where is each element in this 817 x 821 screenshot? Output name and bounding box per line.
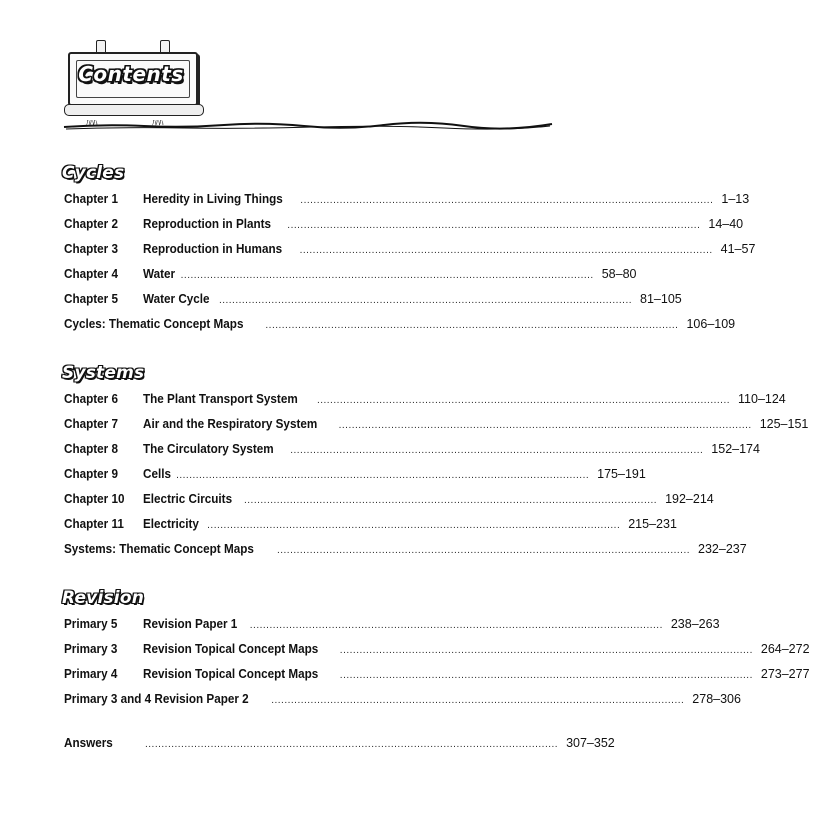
toc-answers-row[interactable] <box>64 735 615 755</box>
toc-row[interactable] <box>64 291 682 311</box>
toc-row-pages: 125–151 <box>759 417 809 431</box>
toc-row-pages: 152–174 <box>711 442 760 456</box>
toc-row-label: Chapter 8 <box>64 441 118 456</box>
toc-row-label: Chapter 5 <box>64 291 118 306</box>
toc-row-title: Water <box>143 266 176 281</box>
toc-row[interactable] <box>64 466 646 486</box>
leader-dots: .............................................................................................................................. <box>244 495 658 506</box>
leader-dots: .............................................................................................................................. <box>276 545 691 556</box>
toc-row[interactable] <box>64 216 744 236</box>
toc-row-pages: 192–214 <box>665 492 714 506</box>
toc-row-pages: 110–124 <box>738 392 786 406</box>
leader-dots: .............................................................................................................................. <box>300 195 714 206</box>
toc-row-pages: 1–13 <box>721 192 750 206</box>
toc-row-label: Chapter 10 <box>64 491 125 506</box>
section-title-revision: Revision <box>62 588 145 608</box>
toc-row-pages: 41–57 <box>720 242 756 256</box>
toc-row-pages: 278–306 <box>692 692 741 706</box>
toc-answers-title: Answers <box>64 735 113 750</box>
leader-dots: .............................................................................................................................. <box>218 295 633 306</box>
toc-row-label: Chapter 7 <box>64 416 118 431</box>
toc-row-title: Electricity <box>143 516 199 531</box>
toc-row[interactable] <box>64 666 810 686</box>
toc-row-label: Chapter 1 <box>64 191 118 206</box>
leader-dots: .............................................................................................................................. <box>207 520 621 531</box>
leader-dots: .............................................................................................................................. <box>339 645 753 656</box>
toc-row[interactable] <box>64 391 786 411</box>
leader-dots: .............................................................................................................................. <box>180 270 594 281</box>
section-title-cycles: Cycles <box>62 163 125 183</box>
toc-row-title: Heredity in Living Things <box>143 191 283 206</box>
toc-row[interactable] <box>64 616 720 636</box>
leader-dots: .............................................................................................................................. <box>265 320 679 331</box>
leader-dots: .............................................................................................................................. <box>287 220 701 231</box>
toc-row[interactable] <box>64 516 677 536</box>
leader-dots: .............................................................................................................................. <box>299 245 713 256</box>
toc-row[interactable] <box>64 266 637 286</box>
section-title-systems: Systems <box>62 363 145 383</box>
toc-row-label: Primary 4 <box>64 666 118 681</box>
toc-summary-row[interactable] <box>64 316 736 336</box>
toc-row-title: The Circulatory System <box>143 441 274 456</box>
leader-dots: .............................................................................................................................. <box>145 739 559 750</box>
leader-dots: .............................................................................................................................. <box>176 470 590 481</box>
toc-row-label: Chapter 3 <box>64 241 118 256</box>
toc-row-title: Water Cycle <box>143 291 210 306</box>
toc-row-pages: 81–105 <box>640 292 682 306</box>
toc-row[interactable] <box>64 641 810 661</box>
toc-summary-row[interactable] <box>64 691 741 711</box>
toc-row-title: Reproduction in Humans <box>143 241 283 256</box>
leader-dots: .............................................................................................................................. <box>271 695 685 706</box>
grass-icon: ﾊﾊﾊ <box>152 119 163 129</box>
toc-row-title: The Plant Transport System <box>143 391 298 406</box>
toc-row-title: Reproduction in Plants <box>143 216 272 231</box>
toc-row-pages: 106–109 <box>686 317 736 331</box>
toc-row-pages: 273–277 <box>760 667 810 681</box>
toc-row-pages: 175–191 <box>597 467 646 481</box>
toc-summary-row[interactable] <box>64 541 747 561</box>
leader-dots: .............................................................................................................................. <box>316 395 731 406</box>
toc-row-title: Revision Topical Concept Maps <box>143 666 319 681</box>
toc-row-label: Primary 3 <box>64 641 118 656</box>
toc-row-pages: 215–231 <box>628 517 677 531</box>
toc-summary-title: Systems: Thematic Concept Maps <box>64 541 254 556</box>
leader-dots: .............................................................................................................................. <box>338 420 752 431</box>
toc-row-title: Revision Topical Concept Maps <box>143 641 319 656</box>
toc-summary-title: Cycles: Thematic Concept Maps <box>64 316 244 331</box>
contents-signboard <box>60 38 210 129</box>
toc-row-pages: 307–352 <box>566 736 615 750</box>
leader-dots: .............................................................................................................................. <box>249 620 663 631</box>
toc-row-pages: 238–263 <box>670 617 720 631</box>
toc-row-label: Primary 5 <box>64 616 118 631</box>
toc-row[interactable] <box>64 441 760 461</box>
toc-row-pages: 232–237 <box>698 542 747 556</box>
toc-row-title: Air and the Respiratory System <box>143 416 318 431</box>
toc-row[interactable] <box>64 416 809 436</box>
toc-row-label: Chapter 6 <box>64 391 118 406</box>
toc-row-label: Chapter 9 <box>64 466 118 481</box>
leader-dots: .............................................................................................................................. <box>339 670 753 681</box>
grass-icon: ﾊﾊﾊ <box>86 119 97 129</box>
toc-row[interactable] <box>64 241 756 261</box>
toc-row[interactable] <box>64 191 750 211</box>
toc-row-pages: 58–80 <box>601 267 637 281</box>
toc-row-pages: 264–272 <box>760 642 810 656</box>
toc-row-title: Cells <box>143 466 171 481</box>
toc-row-pages: 14–40 <box>708 217 744 231</box>
leader-dots: .............................................................................................................................. <box>290 445 704 456</box>
toc-row-label: Chapter 4 <box>64 266 118 281</box>
toc-row-title: Electric Circuits <box>143 491 233 506</box>
toc-row-title: Revision Paper 1 <box>143 616 238 631</box>
toc-row-label: Chapter 2 <box>64 216 118 231</box>
header-rule <box>64 118 552 132</box>
toc-row-label: Chapter 11 <box>64 516 124 531</box>
toc-row[interactable] <box>64 491 714 511</box>
sign-plank <box>64 104 204 116</box>
page-title: Contents <box>78 62 184 86</box>
toc-summary-title: Primary 3 and 4 Revision Paper 2 <box>64 691 249 706</box>
